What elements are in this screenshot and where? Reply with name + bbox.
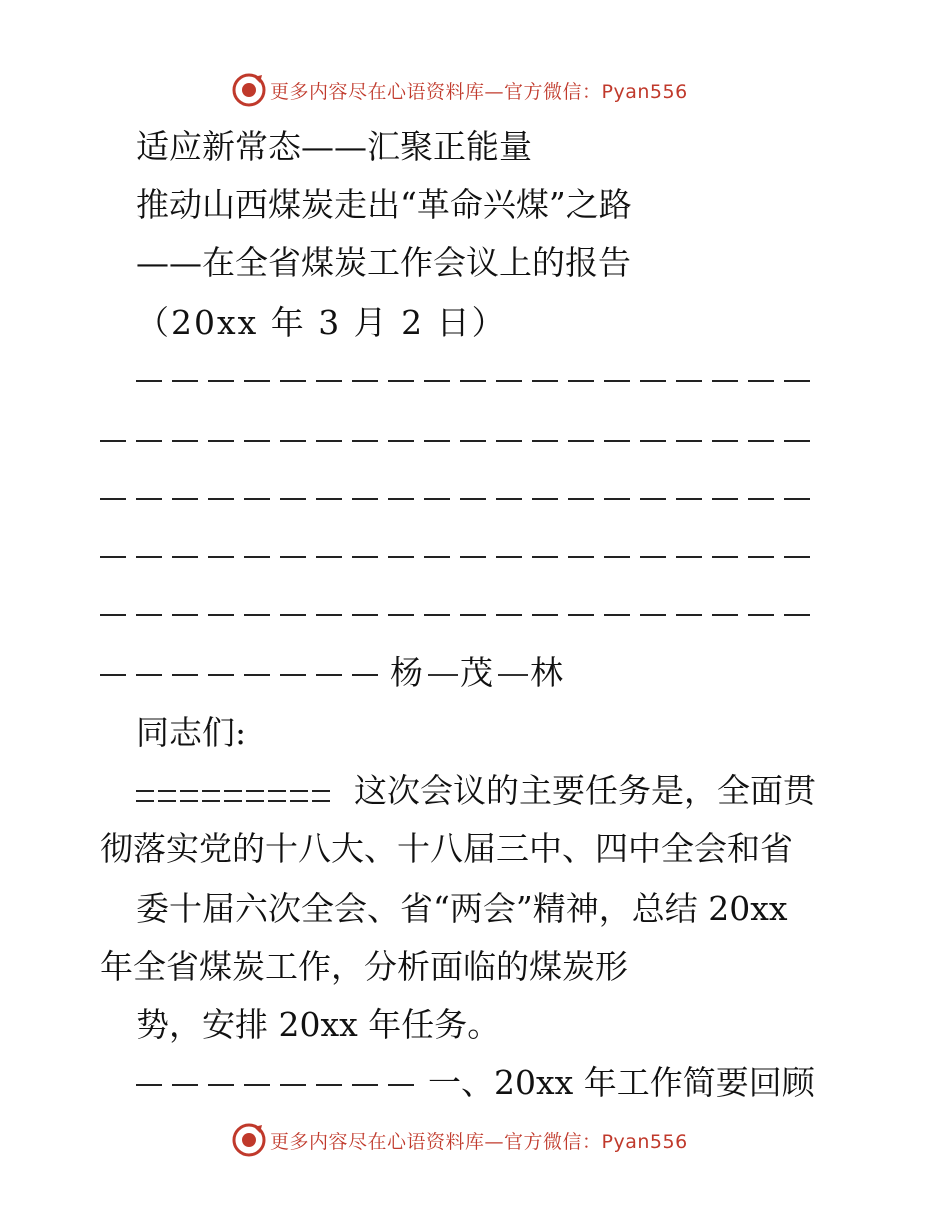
placeholder-dash-row (100, 498, 810, 500)
title-line-3: ——在全省煤炭工作会议上的报告 (136, 243, 631, 282)
header-banner-text: 更多内容尽在心语资料库—官方微信：Pyan556 (270, 80, 688, 103)
placeholder-double-dashes (136, 790, 330, 802)
section-1-heading: 一、20xx 年工作简要回顾 (428, 1063, 815, 1102)
paragraph-1-line-4: 年全省煤炭工作，分析面临的煤炭形 (100, 947, 628, 986)
footer-banner-text: 更多内容尽在心语资料库—官方微信：Pyan556 (270, 1130, 688, 1153)
paragraph-1-line-3: 委十届六次全会、省“两会”精神，总结 20xx (136, 889, 788, 928)
paragraph-1-line-2: 彻落实党的十八大、十八届三中、四中全会和省 (100, 829, 793, 868)
placeholder-dash-row (100, 614, 810, 616)
header-banner (232, 72, 688, 108)
pen-logo-icon (232, 73, 266, 107)
report-date: （20xx 年 3 月 2 日） (136, 303, 507, 342)
title-line-2: 推动山西煤炭走出“革命兴煤”之路 (136, 185, 632, 224)
section-lead-dashes (136, 1084, 414, 1086)
pen-logo-icon (232, 1123, 266, 1157)
author-separator (498, 674, 528, 676)
author-name-3: 林 (530, 653, 563, 692)
author-separator (428, 674, 458, 676)
author-name-1: 杨 (390, 653, 423, 692)
title-line-1: 适应新常态——汇聚正能量 (136, 127, 532, 166)
author-name-2: 茂 (460, 653, 493, 692)
placeholder-dash-row (100, 440, 810, 442)
paragraph-1-line-5: 势，安排 20xx 年任务。 (136, 1005, 501, 1044)
salutation: 同志们: (136, 713, 247, 752)
paragraph-1-line-1: 这次会议的主要任务是，全面贯 (354, 771, 816, 810)
footer-banner (232, 1122, 688, 1158)
author-lead-dashes (100, 674, 378, 676)
placeholder-dash-row (136, 380, 810, 382)
placeholder-dash-row (100, 556, 810, 558)
